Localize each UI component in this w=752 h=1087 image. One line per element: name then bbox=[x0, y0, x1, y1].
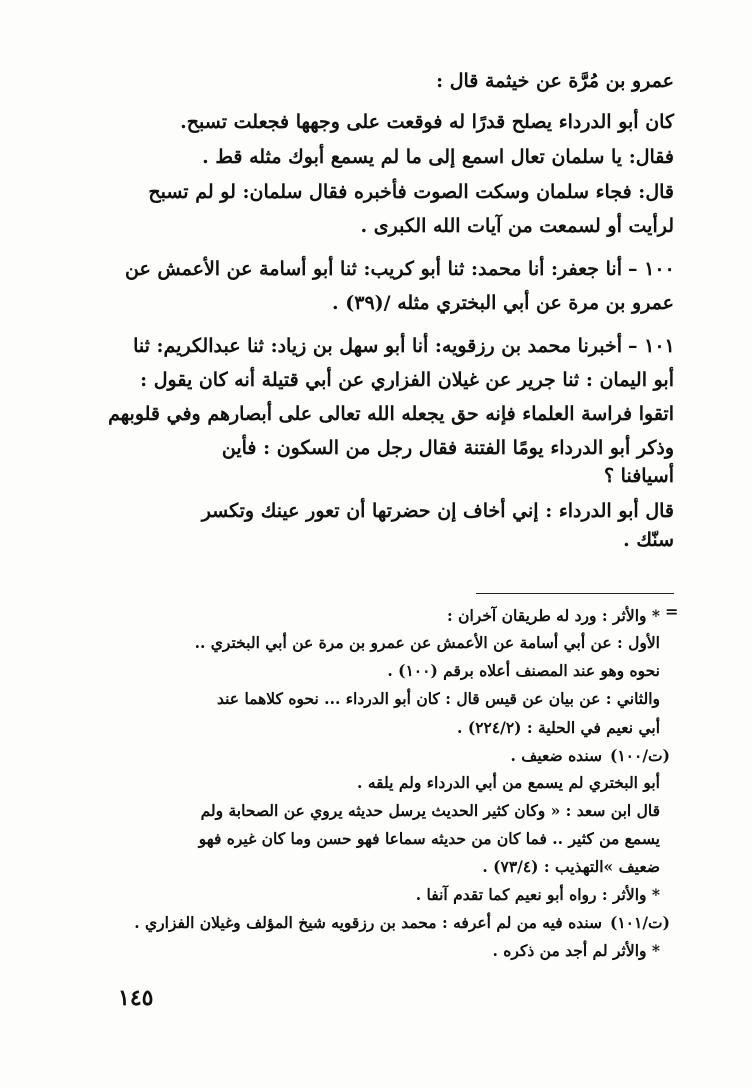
text-line: عمرو بن مرة عن أبي البختري مثله /(٣٩) . bbox=[332, 292, 674, 314]
footnote-line: أبو البختري لم يسمع من أبي الدرداء ولم يلقه . bbox=[357, 773, 660, 792]
text-line: اتقوا فراسة العلماء فإنه حق يجعله الله تعالى على أبصارهم وفي قلوبهم bbox=[108, 403, 674, 425]
footnote-label: (ت/١٠١) bbox=[610, 913, 670, 932]
footnote-line: نحوه وهو عند المصنف أعلاه برقم (١٠٠) . bbox=[387, 661, 660, 680]
text-line: لرأيت أو لسمعت من آيات الله الكبرى . bbox=[360, 215, 674, 237]
footnote-line: أبي نعيم في الحلية : (٢٢٤/٢) . bbox=[457, 718, 660, 737]
text-line: عمرو بن مُرَّة عن خيثمة قال : bbox=[436, 70, 674, 92]
footnote-separator bbox=[476, 593, 674, 594]
text-line: فقال: يا سلمان تعال اسمع إلى ما لم يسمع أبوك مثله قط . bbox=[202, 146, 674, 168]
text-line: وذكر أبو الدرداء يومًا الفتنة فقال رجل من السكون : فأين bbox=[221, 437, 674, 459]
entry-number: ١٠٠ – bbox=[628, 258, 675, 280]
text-line: أبو اليمان : ثنا جرير عن غيلان الفزاري عن أبي قتيلة أنه كان يقول : bbox=[140, 369, 674, 391]
footnote-line: قال ابن سعد : « وكان كثير الحديث يرسل حديثه يروي عن الصحابة ولم bbox=[200, 801, 660, 820]
entry-number: ١٠١ – bbox=[628, 335, 675, 357]
footnote-line: والثاني : عن بيان عن قيس قال : كان أبو الدرداء ... نحوه كلاهما عند bbox=[216, 689, 660, 708]
footnote-line: يسمع من كثير .. فما كان من حديثه سماعا فهو حسن وما كان غيره فهو bbox=[198, 829, 660, 848]
text-line: أسيافنا ؟ bbox=[603, 465, 674, 487]
continuation-mark: = bbox=[665, 602, 679, 621]
text-line: كان أبو الدرداء يصلح قدرًا له فوقعت على وجهها فجعلت تسبح. bbox=[180, 111, 674, 133]
footnote-label: (ت/١٠٠) bbox=[610, 746, 670, 765]
footnote-line: * والأثر : رواه أبو نعيم كما تقدم آنفا . bbox=[415, 885, 660, 904]
text-line: أنا جعفر: أنا محمد: ثنا أبو كريب: ثنا أبو أسامة عن الأعمش عن bbox=[124, 258, 622, 280]
footnote-line: سنده فيه من لم أعرفه : محمد بن رزقويه شيخ المؤلف وغيلان الفزاري . bbox=[134, 913, 602, 932]
footnote-line: سنده ضعيف . bbox=[510, 746, 602, 765]
footnote-line: * والأثر : ورد له طريقان آخران : bbox=[446, 606, 660, 625]
text-line: قال: فجاء سلمان وسكت الصوت فأخبره فقال سلمان: لو لم تسبح bbox=[148, 181, 674, 203]
text-line: قال أبو الدرداء : إني أخاف إن حضرتها أن تعور عينك وتكسر bbox=[201, 500, 674, 522]
text-line: أخبرنا محمد بن رزقويه: أنا أبو سهل بن زياد: ثنا عبدالكريم: ثنا bbox=[133, 335, 622, 357]
footnote-line: * والأثر لم أجد من ذكره . bbox=[492, 941, 660, 960]
footnote-line: الأول : عن أبي أسامة عن الأعمش عن عمرو بن مرة عن أبي البختري .. bbox=[194, 633, 660, 652]
page-number: ١٤٥ bbox=[118, 985, 154, 1011]
footnote-line: ضعيف »التهذيب : (٧٣/٤) . bbox=[482, 857, 660, 876]
text-line: سنّك . bbox=[623, 529, 674, 551]
